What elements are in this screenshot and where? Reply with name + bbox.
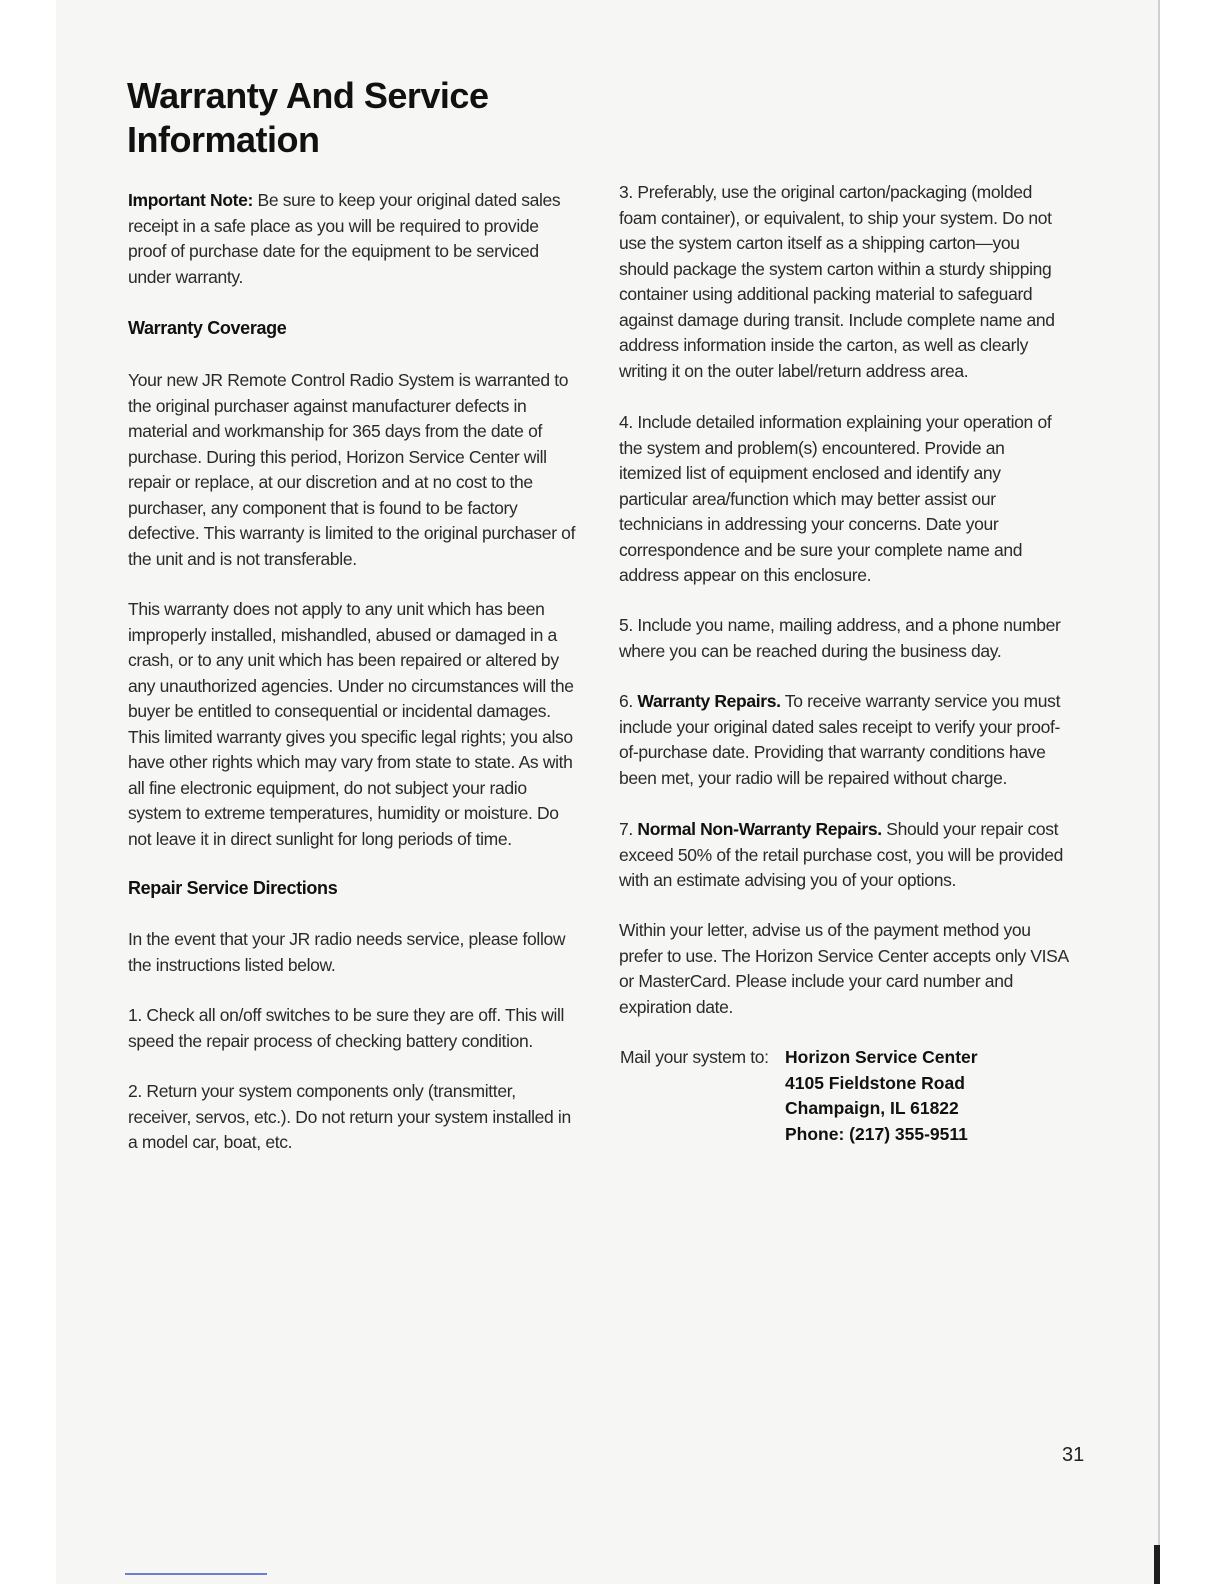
repair-step-6-label: Warranty Repairs. bbox=[637, 691, 781, 711]
mail-address bbox=[785, 1045, 978, 1147]
repair-step-6 bbox=[619, 689, 1071, 791]
repair-step-1: 1. Check all on/off switches to be sure they are off. This will speed the repair process of checking battery condition. bbox=[128, 1005, 565, 1051]
repair-step-3: 3. Preferably, use the original carton/packaging (molded foam container), or equivalent, to ship your system. Do not use the system carton itself as a shipping carton—you should package the system carton within a sturdy shipping container using additional packing material to safeguard against damage during transit. Include complete name and address information inside the carton, as well as clearly writing it on the outer label/return address area. bbox=[619, 182, 1055, 381]
repair-step-6-text: To receive warranty service you must include your original dated sales receipt to verify your proof-of-purchase date. Providing that warranty conditions have been met, your radio will be repaired without charge. bbox=[619, 691, 1061, 788]
warranty-coverage-paragraph-2: This warranty does not apply to any unit which has been improperly installed, mishandled, abused or damaged in a crash, or to any unit which has been repaired or altered by any unauthorized agencies. Under no circumstances will the buyer be entitled to consequential or incidental damages. This limited warranty gives you specific legal rights; you also have other rights which may vary from state to state. As with all fine electronic equipment, do not subject your radio system to extreme temperatures, humidity or moisture. Do not leave it in direct sunlight for long periods of time. bbox=[128, 599, 574, 849]
mail-address-street: 4105 Fieldstone Road bbox=[785, 1072, 965, 1093]
repair-step-7 bbox=[619, 817, 1071, 894]
page-number: 31 bbox=[1062, 1444, 1085, 1466]
warranty-coverage-heading: Warranty Coverage bbox=[128, 318, 287, 338]
scan-margin-right bbox=[1158, 0, 1224, 1584]
scan-edge-mark bbox=[1154, 1545, 1160, 1584]
page-title bbox=[127, 74, 627, 162]
mail-address-phone: Phone: (217) 355-9511 bbox=[785, 1123, 968, 1144]
page-title-line-2: Information bbox=[127, 119, 320, 160]
repair-step-7-number: 7. bbox=[619, 819, 638, 839]
page-title-line-1: Warranty And Service bbox=[127, 75, 489, 116]
mail-label: Mail your system to: bbox=[620, 1047, 769, 1067]
payment-paragraph: Within your letter, advise us of the payment method you prefer to use. The Horizon Service Center accepts only VISA or MasterCard. Please include your card number and expiration date. bbox=[619, 920, 1068, 1017]
repair-directions-heading: Repair Service Directions bbox=[128, 878, 338, 898]
repair-step-2: 2. Return your system components only (transmitter, receiver, servos, etc.). Do not return your system installed in a model car, boat, etc. bbox=[128, 1081, 571, 1152]
scan-margin-left bbox=[0, 0, 58, 1584]
important-note bbox=[128, 188, 578, 290]
scan-underline-mark bbox=[125, 1573, 267, 1575]
repair-step-4: 4. Include detailed information explaining your operation of the system and problem(s) encountered. Provide an itemized list of equipment enclosed and identify any particular area/function which may better assist our technicians in addressing your concerns. Date your correspondence and be sure your complete name and address appear on this enclosure. bbox=[619, 412, 1052, 585]
repair-step-7-label: Normal Non-Warranty Repairs. bbox=[637, 819, 882, 839]
repair-step-6-number: 6. bbox=[619, 691, 638, 711]
warranty-coverage-paragraph-1: Your new JR Remote Control Radio System is warranted to the original purchaser against manufacturer defects in material and workmanship for 365 days from the date of purchase. During this period, Horizon Service Center will repair or replace, at our discretion and at no cost to the purchaser, any component that is found to be factory defective. This warranty is limited to the original purchaser of the unit and is not transferable. bbox=[128, 370, 576, 569]
mail-address-name: Horizon Service Center bbox=[785, 1047, 978, 1067]
mail-address-city: Champaign, IL 61822 bbox=[785, 1098, 959, 1118]
important-note-text: Be sure to keep your original dated sales receipt in a safe place as you will be required to provide proof of purchase date for the equipment to be serviced under warranty. bbox=[128, 190, 561, 287]
repair-step-5: 5. Include you name, mailing address, and a phone number where you can be reached during the business day. bbox=[619, 615, 1061, 661]
repair-directions-intro: In the event that your JR radio needs service, please follow the instructions listed below. bbox=[128, 929, 566, 975]
important-note-label: Important Note: bbox=[128, 190, 254, 210]
repair-step-7-text: Should your repair cost exceed 50% of the retail purchase cost, you will be provided with an estimate advising you of your options. bbox=[619, 819, 1063, 890]
